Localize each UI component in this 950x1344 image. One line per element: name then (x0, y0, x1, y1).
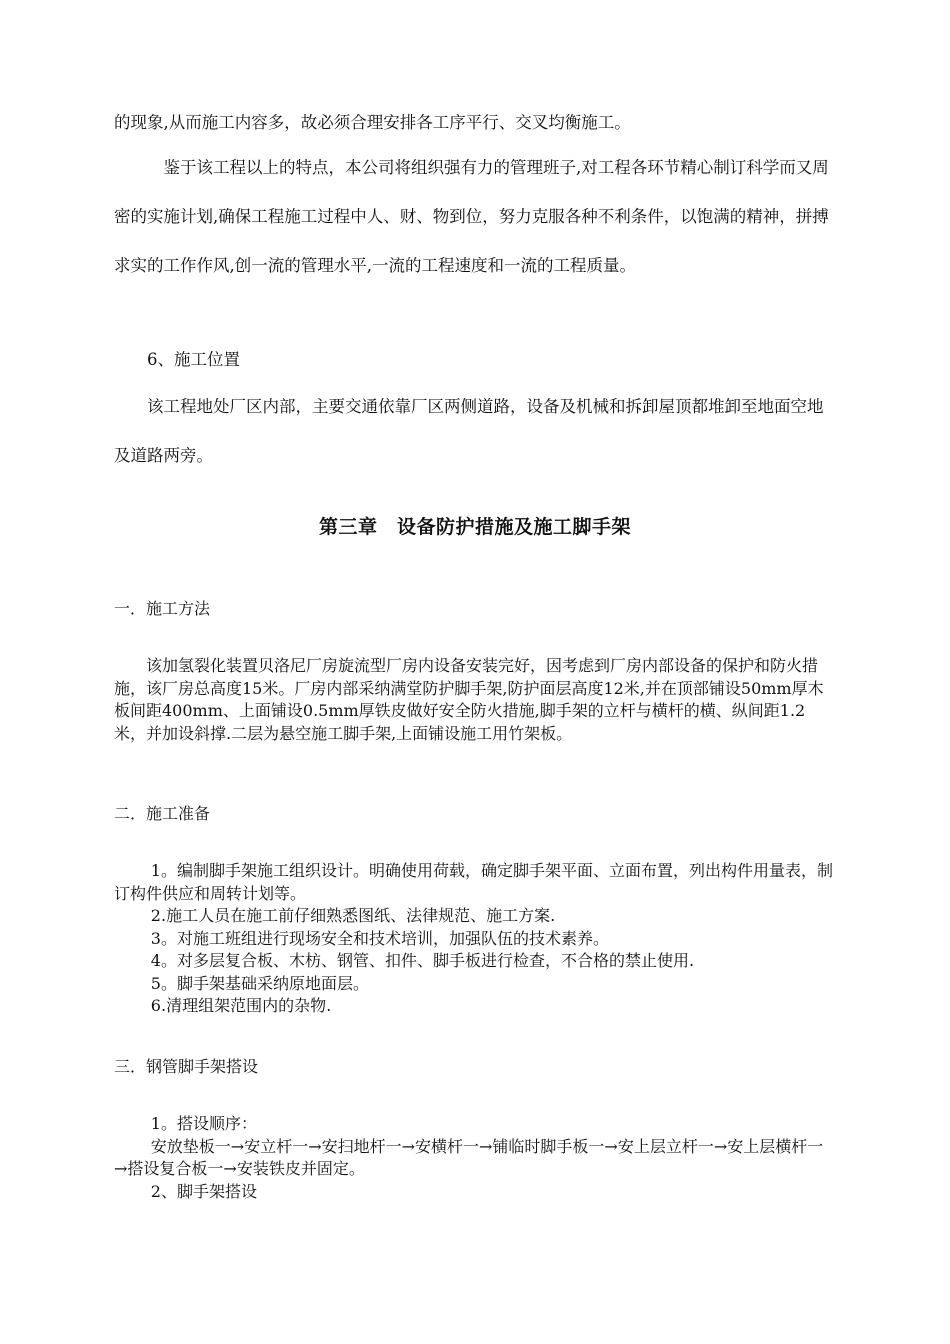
list-item: 1。编制脚手架施工组织设计。明确使用荷载，确定脚手架平面、立面布置，列出构件用量表，制订构件供应和周转计划等。 (114, 861, 833, 903)
section3-heading: 三．钢管脚手架搭设 (114, 1057, 259, 1076)
section1-text: 该加氢裂化装置贝洛尼厂房旋流型厂房内设备安装完好，因考虑到厂房内部设备的保护和防火措施，该厂房总高度15米。厂房内部采纳满堂防护脚手架,防护面层高度12米,并在顶部铺设50mm厚木板间距400mm、上面铺设0.5mm厚铁皮做好安全防火措施,脚手架的立杆与横杆的横、纵间距1.2米，并加设斜撑.二层为悬空施工脚手架,上面铺设施工用竹架板。 (114, 656, 824, 743)
section3-sub1: 1。搭设顺序： (150, 1114, 257, 1133)
section2-list (114, 860, 836, 1018)
list-item: 6.清理组架范围内的杂物. (150, 996, 332, 1015)
list-item: 4。对多层复合板、木枋、钢管、扣件、脚手板进行检查，不合格的禁止使用. (150, 951, 695, 970)
list-item: 5。脚手架基础采纳原地面层。 (150, 973, 369, 993)
intro-paragraph: 鉴于该工程以上的特点，本公司将组织强有力的管理班子,对工程各环节精心制订科学而又周密的实施计划,确保工程施工过程中人、财、物到位，努力克服各种不利条件，以饱满的精神，拼搏求实的工作作风,创一流的管理水平,一流的工程速度和一流的工程质量。 (114, 158, 829, 275)
list-item: 2.施工人员在施工前仔细熟悉图纸、法律规范、施工方案. (150, 906, 556, 925)
chapter-title: 第三章 设备防护措施及施工脚手架 (318, 516, 631, 538)
section3-sequence: 安放垫板一→安立杆一→安扫地杆一→安横杆一→铺临时脚手板一→安上层立杆一→安上层横杆一→搭设复合板一→安装铁皮并固定。 (114, 1136, 824, 1178)
section2-heading: 二．施工准备 (114, 804, 211, 823)
section3-body (114, 1113, 836, 1203)
item6-text: 该工程地处厂区内部，主要交通依靠厂区两侧道路，设备及机械和拆卸屋顶都堆卸至地面空地及道路两旁。 (114, 397, 824, 465)
section3-sub2: 2、脚手架搭设 (150, 1181, 257, 1201)
item6-heading: 6、施工位置 (147, 350, 240, 369)
intro-line: 的现象,从而施工内容多，故必须合理安排各工序平行、交叉均衡施工。 (114, 113, 631, 132)
list-item: 3。对施工班组进行现场安全和技术培训，加强队伍的技术素养。 (150, 928, 609, 948)
section1-heading: 一．施工方法 (114, 599, 211, 618)
